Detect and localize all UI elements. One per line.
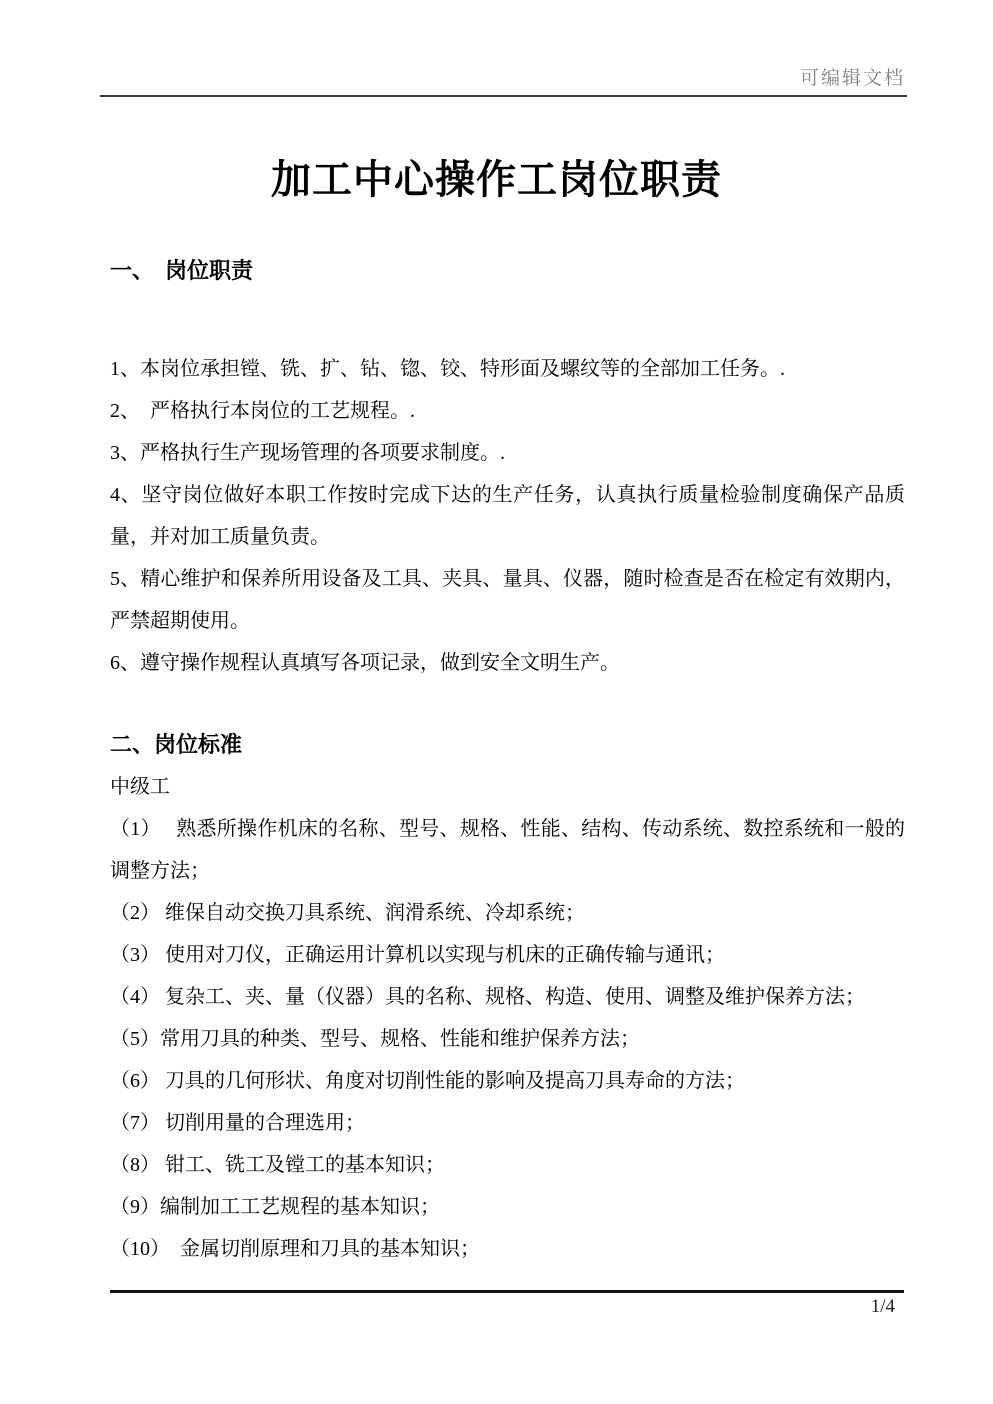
section-2-item-7: （7） 切削用量的合理选用； (110, 1112, 365, 1134)
section-2-item-8: （8） 钳工、铣工及镗工的基本知识； (110, 1154, 445, 1176)
section-2-heading: 二、岗位标准 (110, 732, 243, 757)
header-watermark-text: 可编辑文档 (799, 68, 905, 89)
section-2-item-10: （10） 金属切削原理和刀具的基本知识； (110, 1238, 480, 1260)
section-2-subheading: 中级工 (110, 776, 170, 798)
section-1-item-3: 3、严格执行生产现场管理的各项要求制度。. (110, 442, 505, 464)
section-1-item-2: 2、 严格执行本岗位的工艺规程。. (110, 400, 415, 422)
section-2-item-2: （2） 维保自动交换刀具系统、润滑系统、冷却系统； (110, 902, 585, 924)
section-1-item-4: 4、坚守岗位做好本职工作按时完成下达的生产任务，认真执行质量检验制度确保产品质量，并对加工质量负责。 (110, 484, 905, 548)
footer-divider (110, 1290, 904, 1293)
section-2-item-9: （9）编制加工工艺规程的基本知识； (110, 1196, 440, 1218)
section-2-item-4: （4） 复杂工、夹、量（仪器）具的名称、规格、构造、使用、调整及维护保养方法； (110, 986, 865, 1008)
section-2-item-6: （6） 刀具的几何形状、角度对切削性能的影响及提高刀具寿命的方法； (110, 1070, 745, 1092)
section-1-item-6: 6、遵守操作规程认真填写各项记录，做到安全文明生产。 (110, 652, 620, 674)
section-1-item-5: 5、精心维护和保养所用设备及工具、夹具、量具、仪器，随时检查是否在检定有效期内，严禁超期使用。 (110, 568, 905, 632)
section-2-item-3: （3） 使用对刀仪，正确运用计算机以实现与机床的正确传输与通讯； (110, 944, 725, 966)
section-2-item-1: （1） 熟悉所操作机床的名称、型号、规格、性能、结构、传动系统、数控系统和一般的调整方法； (110, 818, 905, 882)
page-number: 1/4 (870, 1296, 895, 1317)
section-1-item-1: 1、本岗位承担镗、铣、扩、钻、锪、铰、特形面及螺纹等的全部加工任务。. (110, 358, 785, 380)
document-title: 加工中心操作工岗位职责 (271, 157, 722, 202)
section-2-item-5: （5）常用刀具的种类、型号、规格、性能和维护保养方法； (110, 1028, 640, 1050)
header-divider (100, 95, 907, 97)
section-1-heading: 一、 岗位职责 (110, 258, 254, 283)
document-body (110, 250, 905, 1270)
